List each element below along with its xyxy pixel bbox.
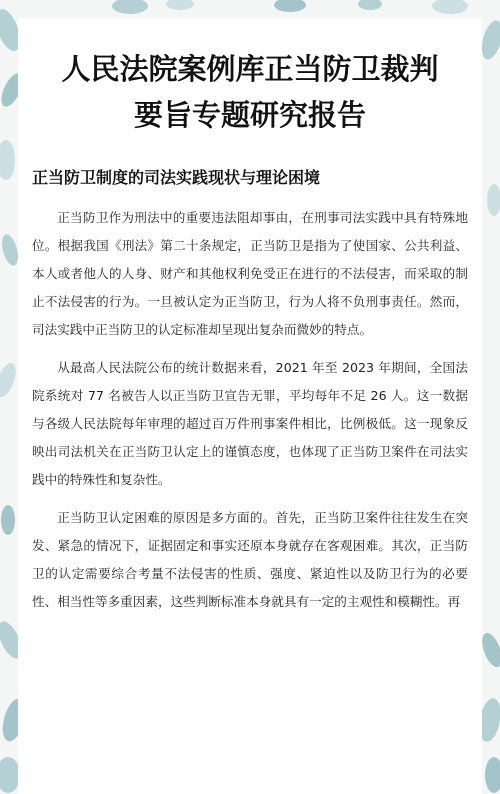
section-heading: 正当防卫制度的司法实践现状与理论困境 bbox=[32, 168, 321, 187]
title-line-1: 人民法院案例库正当防卫裁判 bbox=[61, 52, 439, 86]
paragraph: 从最高人民法院公布的统计数据来看，2021 年至 2023 年期间，全国法院系统对 77 名被告人以正当防卫宣告无罪，平均每年不足 26 人。这一数据与各级人民法院每年审理的超过百万件刑事案件相比，比例极低。这一现象反映出司法机关在正当防卫认定上的谨慎态度，也体现了正当防卫案件在司法实践中的特殊性和复杂性。 bbox=[32, 360, 468, 487]
paragraph: 正当防卫作为刑法中的重要违法阻却事由，在刑事司法实践中具有特殊地位。根据我国《刑法》第二十条规定，正当防卫是指为了使国家、公共利益、本人或者他人的人身、财产和其他权利免受正在进行的不法侵害，而采取的制止不法侵害的行为。一旦被认定为正当防卫，行为人将不负刑事责任。然而，司法实践中正当防卫的认定标准却呈现出复杂而微妙的特点。 bbox=[32, 210, 468, 337]
paragraph: 正当防卫认定困难的原因是多方面的。首先，正当防卫案件往往发生在突发、紧急的情况下，证据固定和事实还原本身就存在客观困难。其次，正当防卫的认定需要综合考量不法侵害的性质、强度、紧迫性以及防卫行为的必要性、相当性等多重因素，这些判断标准本身就具有一定的主观性和模糊性。再 bbox=[32, 510, 468, 609]
document-body bbox=[32, 204, 468, 616]
document-page bbox=[18, 18, 482, 794]
document-title bbox=[18, 46, 482, 138]
title-line-2: 要旨专题研究报告 bbox=[133, 98, 366, 132]
decorative-leaves-top bbox=[40, 0, 480, 20]
